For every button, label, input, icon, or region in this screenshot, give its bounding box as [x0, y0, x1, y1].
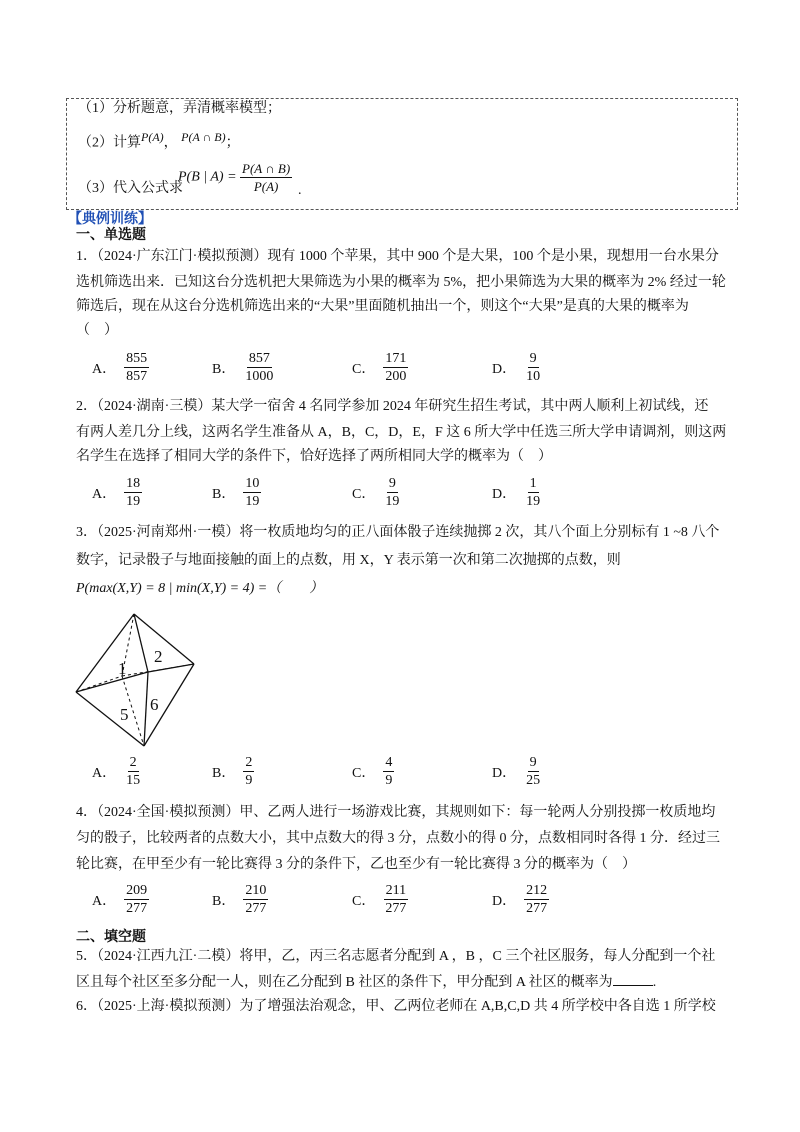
option-denominator: 1000	[245, 369, 274, 384]
section-examples: 【典例训练】	[68, 211, 152, 227]
q1-option-d[interactable]	[492, 350, 542, 385]
q4-option-a[interactable]	[92, 882, 149, 917]
q2-option-b[interactable]	[212, 475, 261, 510]
option-label: C．	[352, 893, 376, 909]
q1-line-4: （ ）	[76, 323, 118, 338]
option-denominator: 277	[126, 901, 148, 916]
formula-p-a: P(A)	[141, 130, 164, 144]
option-numerator: 209	[126, 883, 148, 898]
face-label: 2	[154, 647, 163, 666]
option-numerator: 855	[126, 351, 148, 366]
option-denominator: 10	[526, 369, 541, 384]
method-step-2-prefix: （2）计算	[78, 135, 141, 151]
q4-line-1: 4．（2024·全国·模拟预测）甲、乙两人进行一场游戏比赛，其规则如下：每一轮两人分别投掷一枚质地均	[76, 805, 716, 820]
q2-option-c[interactable]	[352, 475, 401, 510]
q4-line-3: 轮比赛，在甲至少有一轮比赛得 3 分的条件下，乙也至少有一轮比赛得 3 分的概率为（ ）	[76, 857, 636, 872]
formula-p-a-and-b: P(A ∩ B)	[181, 130, 226, 144]
option-numerator: 18	[126, 476, 141, 491]
option-numerator: 9	[529, 351, 537, 366]
option-numerator: 2	[129, 755, 137, 770]
edge	[76, 692, 144, 746]
option-label: B．	[212, 765, 236, 781]
option-denominator: 277	[526, 901, 548, 916]
q4-option-b[interactable]	[212, 882, 268, 917]
method-step-2-end: ；	[225, 135, 240, 151]
method-step-2-sep: ，	[163, 135, 178, 151]
option-denominator: 19	[245, 494, 260, 509]
option-denominator: 277	[385, 901, 407, 916]
q5-line-2-end: .	[652, 975, 657, 990]
q2-line-2: 有两人差几分上线，这两名学生准备从 A，B，C，D，E，F 这 6 所大学中任选三所大学申请调剂，则这两	[76, 425, 727, 440]
q3-option-c[interactable]	[352, 754, 394, 789]
q4-option-c[interactable]	[352, 882, 408, 917]
option-label: C．	[352, 486, 376, 502]
method-step-3-end: .	[298, 183, 302, 198]
face-label: 5	[120, 705, 129, 724]
option-label: C．	[352, 765, 376, 781]
q2-line-3: 名学生在选择了相同大学的条件下，恰好选择了两所相同大学的概率为（ ）	[76, 449, 552, 464]
option-label: B．	[212, 893, 236, 909]
option-denominator: 200	[385, 369, 407, 384]
option-label: C．	[352, 361, 376, 377]
q3-option-a[interactable]	[92, 754, 142, 789]
q1-option-c[interactable]	[352, 350, 408, 385]
option-denominator: 25	[526, 773, 541, 788]
edge	[134, 614, 148, 672]
q4-option-d[interactable]	[492, 882, 549, 917]
option-label: D．	[492, 486, 517, 502]
option-label: A．	[92, 486, 117, 502]
option-denominator: 19	[385, 494, 400, 509]
option-label: D．	[492, 765, 517, 781]
q4-line-2: 匀的骰子，比较两者的点数大小，其中点数大的得 3 分，点数小的得 0 分，点数相同时各得 1 分．经过三	[76, 831, 720, 846]
face-label: 6	[150, 695, 159, 714]
formula-denominator: P(A)	[253, 179, 279, 194]
method-step-3	[78, 180, 183, 198]
conditional-probability-formula	[178, 160, 292, 195]
option-denominator: 857	[126, 369, 148, 384]
option-label: A．	[92, 765, 117, 781]
option-numerator: 10	[245, 476, 260, 491]
option-denominator: 15	[126, 773, 141, 788]
edge	[76, 614, 134, 692]
option-numerator: 4	[385, 755, 393, 770]
option-label: A．	[92, 361, 117, 377]
method-step-2	[78, 128, 240, 153]
q2-line-1: 2．（2024·湖南·三模）某大学一宿舍 4 名同学参加 2024 年研究生招生考试，其中两人顺利上初试线，还	[76, 399, 709, 414]
q2-option-d[interactable]	[492, 475, 542, 510]
q3-line-1: 3．（2025·河南郑州·一模）将一枚质地均匀的正八面体骰子连续抛掷 2 次，其八个面上分别标有 1 ~8 八个	[76, 525, 720, 540]
option-denominator: 19	[126, 494, 141, 509]
option-numerator: 212	[526, 883, 548, 898]
option-denominator: 9	[385, 773, 393, 788]
option-denominator: 9	[245, 773, 253, 788]
option-numerator: 857	[248, 351, 270, 366]
answer-blank[interactable]	[613, 972, 653, 986]
hidden-edge	[76, 676, 122, 692]
option-numerator: 211	[385, 883, 407, 898]
section-single-choice: 一、单选题	[76, 227, 146, 243]
q5-line-2	[76, 972, 656, 992]
edge	[76, 672, 148, 692]
q5-line-1: 5．（2024·江西九江·二模）将甲，乙，丙三名志愿者分配到 A ，B ，C 三个社区服务，每人分配到一个社	[76, 949, 716, 964]
q1-option-b[interactable]	[212, 350, 275, 385]
q3-line-2: 数字，记录骰子与地面接触的面上的点数，用 X，Y 表示第一次和第二次抛掷的点数，则	[76, 553, 621, 568]
q2-option-a[interactable]	[92, 475, 142, 510]
face-label: 1	[118, 659, 127, 678]
option-numerator: 9	[388, 476, 396, 491]
option-label: A．	[92, 893, 117, 909]
q3-line-3: P(max(X,Y) = 8 | min(X,Y) = 4) =（ ）	[76, 581, 324, 596]
q1-line-2: 选机筛选出来．已知这台分选机把大果筛选为小果的概率为 5%，把小果筛选为大果的概率为 2% 经过一轮	[76, 275, 726, 290]
option-denominator: 277	[245, 901, 267, 916]
octahedron-figure	[70, 606, 200, 756]
q3-option-b[interactable]	[212, 754, 254, 789]
q6-line-1: 6．（2025·上海·模拟预测）为了增强法治观念，甲、乙两位老师在 A,B,C,D 共 4 所学校中各自选 1 所学校	[76, 999, 716, 1014]
q5-line-2-text: 区且每个社区至多分配一人，则在乙分配到 B 社区的条件下，甲分配到 A 社区的概率为	[76, 975, 613, 990]
edge	[134, 614, 194, 664]
option-label: D．	[492, 361, 517, 377]
option-label: D．	[492, 893, 517, 909]
method-step-1: （1）分析题意，弄清概率模型；	[78, 101, 281, 116]
option-numerator: 9	[529, 755, 537, 770]
option-numerator: 210	[245, 883, 267, 898]
q1-line-1: 1．（2024·广东江门·模拟预测）现有 1000 个苹果，其中 900 个是大果，100 个是小果，现想用一台水果分	[76, 249, 719, 264]
option-numerator: 1	[529, 476, 537, 491]
option-denominator: 19	[526, 494, 541, 509]
q1-option-a[interactable]	[92, 350, 149, 385]
q1-line-3: 筛选后，现在从这台分选机筛选出来的“大果”里面随机抽出一个，则这个“大果”是真的大果的概率为	[76, 299, 689, 314]
formula-numerator: P(A ∩ B)	[242, 161, 291, 176]
option-label: B．	[212, 486, 236, 502]
formula-lhs: P(B | A) =	[178, 169, 237, 185]
edge	[144, 672, 148, 746]
method-step-3-prefix: （3）代入公式求	[78, 181, 183, 196]
section-fill-in: 二、填空题	[76, 929, 146, 945]
q3-option-d[interactable]	[492, 754, 542, 789]
option-label: B．	[212, 361, 236, 377]
option-numerator: 171	[385, 351, 407, 366]
option-numerator: 2	[245, 755, 253, 770]
